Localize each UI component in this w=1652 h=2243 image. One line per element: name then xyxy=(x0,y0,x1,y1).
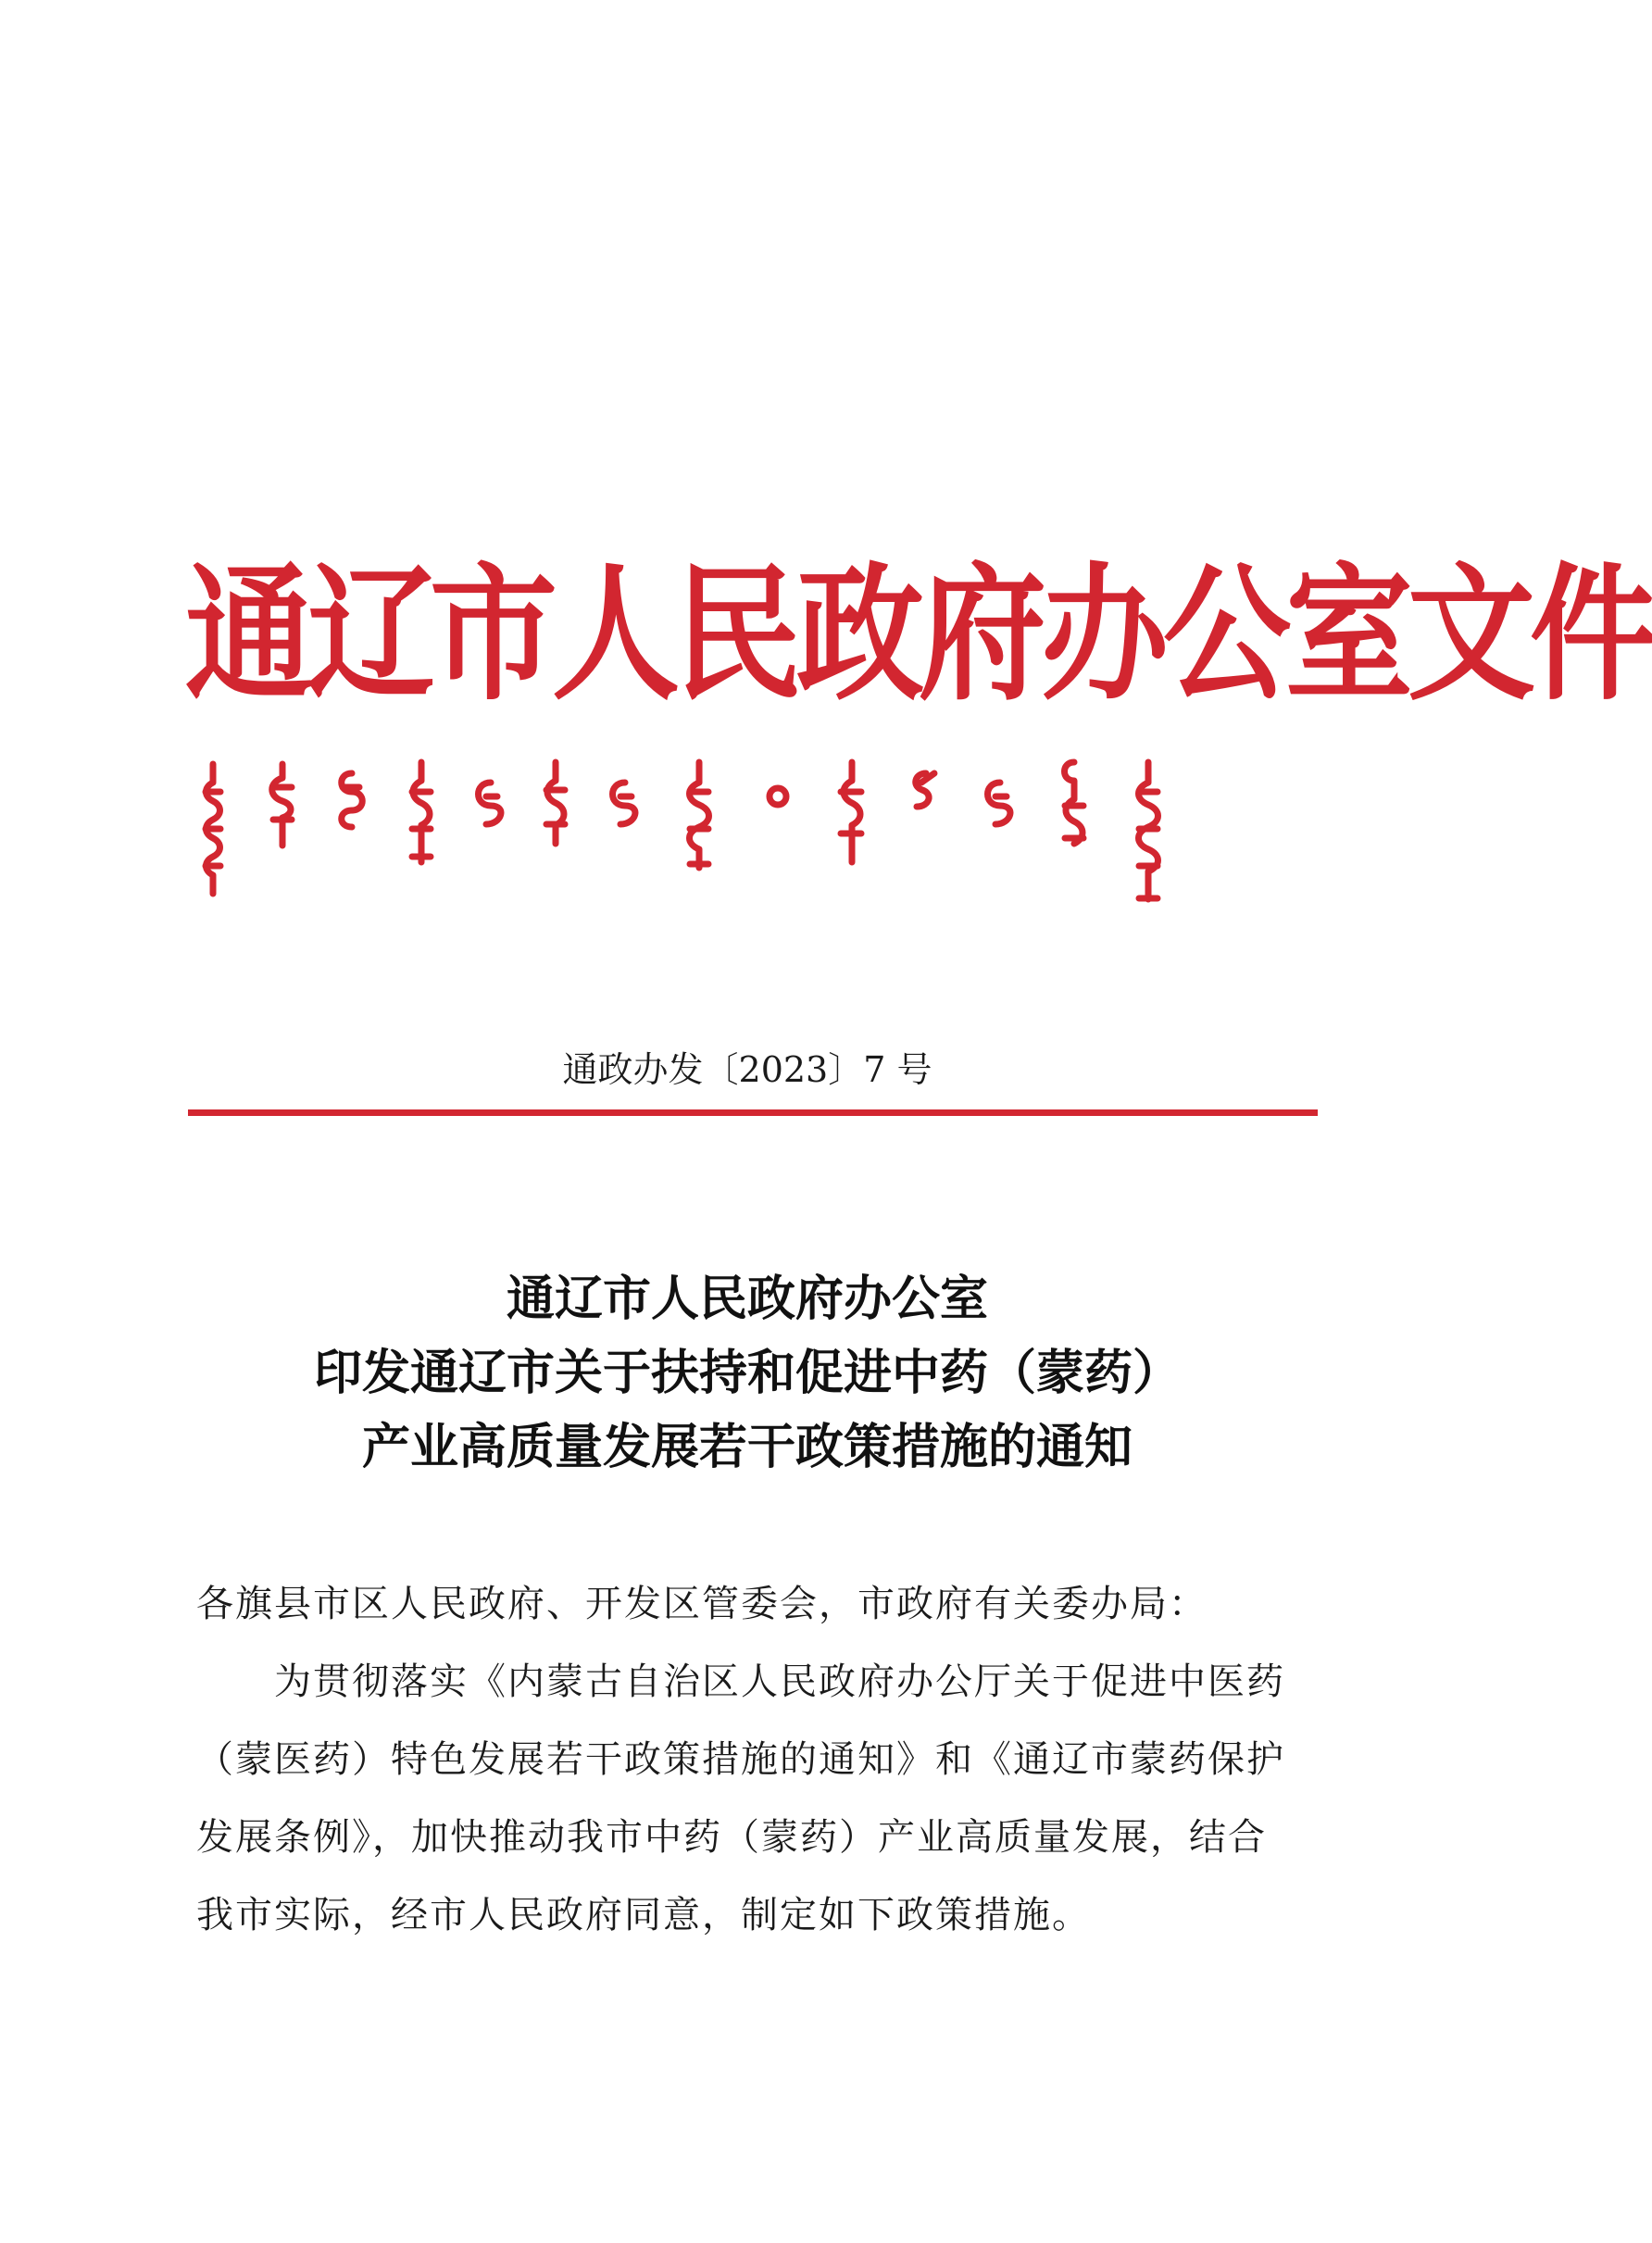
document-number: 通政办发〔2023〕7 号 xyxy=(562,1049,932,1090)
paragraph-line: 发展条例》，加快推动我市中药（蒙药）产业高质量发展，结合 xyxy=(196,1816,1267,1859)
paragraph-line: （蒙医药）特色发展若干政策措施的通知》和《通辽市蒙药保护 xyxy=(196,1738,1285,1781)
notice-title-line: 通辽市人民政府办公室 xyxy=(506,1271,988,1327)
masthead-title: 通辽市人民政府办公室文件 xyxy=(185,546,1652,721)
paragraph-line: 我市实际，经市人民政府同意，制定如下政策措施。 xyxy=(196,1894,1091,1936)
salutation: 各旗县市区人民政府、开发区管委会，市政府有关委办局： xyxy=(196,1583,1208,1625)
red-divider-rule xyxy=(188,1109,1318,1116)
paragraph-line: 为贯彻落实《内蒙古自治区人民政府办公厅关于促进中医药 xyxy=(274,1660,1285,1703)
mongolian-script-graphic xyxy=(185,755,1333,921)
notice-title-line: 印发通辽市关于扶持和促进中药（蒙药） xyxy=(313,1345,1181,1401)
notice-title xyxy=(0,1262,1495,1485)
notice-title-line: 产业高质量发展若干政策措施的通知 xyxy=(361,1419,1133,1475)
mongolian-script-masthead xyxy=(185,755,1333,921)
body-text xyxy=(196,1565,1308,1954)
